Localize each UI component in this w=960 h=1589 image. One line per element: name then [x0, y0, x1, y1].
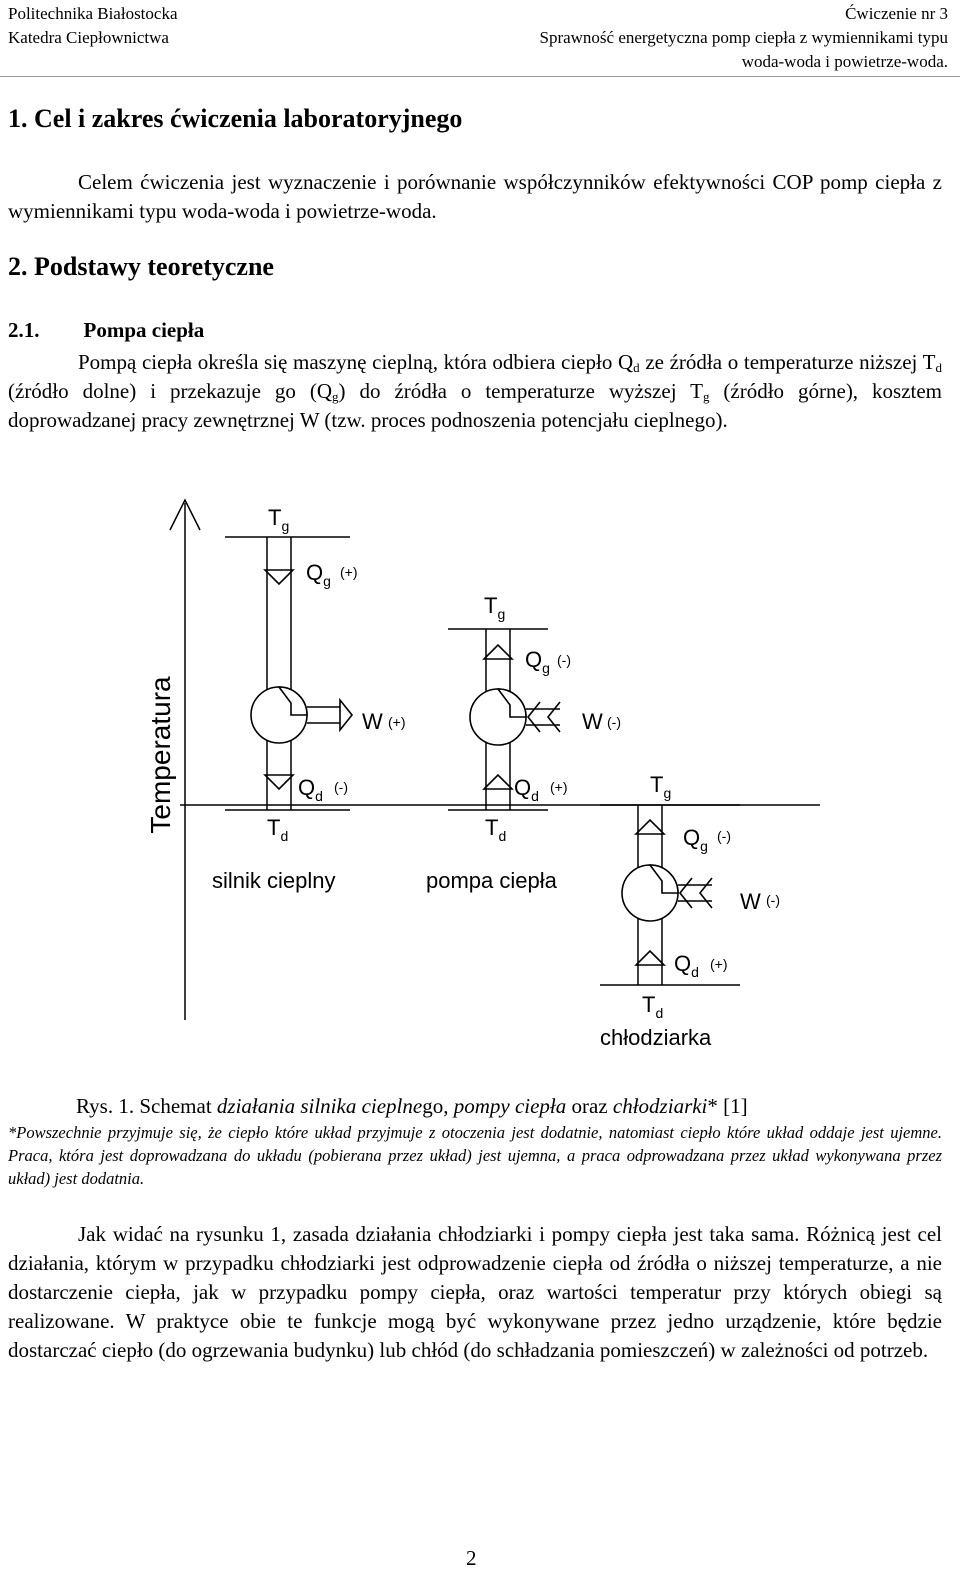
section2-heading: 2. Podstawy teoretyczne [8, 252, 274, 281]
engine-unit [212, 505, 406, 893]
engine-Qd-sign: (-) [334, 779, 348, 795]
fridge-Qg-sign: (-) [717, 828, 731, 844]
exercise-number: Ćwiczenie nr 3 [845, 4, 948, 23]
fridge-Qd-sign: (+) [710, 956, 728, 972]
section1-heading: 1. Cel i zakres ćwiczenia laboratoryjnego [8, 104, 463, 133]
engine-Qg-sign: (+) [340, 564, 358, 580]
pump-Qg-sign: (-) [557, 652, 571, 668]
heat-pump-unit [426, 593, 621, 893]
figure-footnote: *Powszechnie przyjmuje się, że ciepło które układ przyjmuje z otoczenia jest dodatnie, natomiast ciepło które układ oddaje jest ujemne. Praca, która jest doprowadzana do układu (pobierana przez układ) jest ujemna, a praca odprowadzana przez układ wykonywana przez układ) jest dodatnia. [8, 1123, 942, 1188]
engine-Qd-label: $Q_d$ [298, 775, 323, 804]
engine-Qg-label: $Q_g$ [306, 560, 331, 589]
engine-W-sign: (+) [388, 714, 406, 730]
university-name: Politechnika Białostocka [8, 4, 178, 23]
header-rule [0, 76, 960, 77]
pump-W-label: W [582, 709, 603, 734]
pump-Td-label: $T_d$ [485, 815, 507, 844]
header-left [8, 2, 178, 50]
fridge-Tg-label: $T_g$ [650, 772, 672, 801]
subsection-heading [8, 318, 204, 343]
axis-label: Temperatura [145, 676, 176, 834]
subsection-number: 2.1. [8, 318, 40, 342]
page-number: 2 [466, 1546, 477, 1570]
exercise-title-line1: Sprawność energetyczna pomp ciepła z wymiennikami typu [539, 28, 948, 47]
engine-Td-label: $T_d$ [267, 815, 289, 844]
pump-caption: pompa ciepła [426, 868, 557, 893]
pump-Tg-label: $T_g$ [484, 593, 506, 622]
pump-W-sign: (-) [607, 714, 621, 730]
comparison-paragraph: Jak widać na rysunku 1, zasada działania chłodziarki i pompy ciepła jest taka sama. Różnicą jest cel działania, którym w przypadku chłodziarki jest odprowadzenie ciepła od źródła o niższej temperaturze, a nie dostarczenie ciepła, jak w przypadku pompy ciepła, oraz wartości temperatur przy których obiegi są realizowane. W praktyce obie te funkcje mogą być wykonywane przez jedno urządzenie, które będzie dostarczać ciepło (do ogrzewania budynku) lub chłód (do schładzania pomieszczeń) w zależności od potrzeb. [8, 1222, 942, 1362]
subsection-title: Pompa ciepła [83, 318, 205, 342]
fridge-W-label: W [740, 889, 761, 914]
fridge-W-sign: (-) [766, 892, 780, 908]
fridge-caption: chłodziarka [600, 1025, 712, 1050]
pump-Qd-label: $Q_d$ [514, 775, 539, 804]
section2-paragraph: Pompą ciepła określa się maszynę cieplną, która odbiera ciepło $Q_d$ ze źródła o temperaturze niższej $T_d$ (źródło dolne) i przekazuje go $(Q_g)$ do źródła o temperaturze wyższej $T_g$ (źródło górne), kosztem doprowadzanej pracy zewnętrznej W (tzw. proces podnoszenia potencjału cieplnego). [8, 350, 943, 432]
figure-caption: Rys. 1. Schemat działania silnika cieplnego, pompy ciepła oraz chłodziarki* [1] [76, 1094, 748, 1118]
engine-caption: silnik cieplny [212, 868, 336, 893]
department-name: Katedra Ciepłownictwa [8, 28, 169, 47]
heat-engine-diagram [140, 495, 820, 1075]
exercise-title-line2: woda-woda i powietrze-woda. [741, 52, 948, 71]
fridge-Qd-label: $Q_d$ [674, 951, 699, 980]
section1-text: Celem ćwiczenia jest wyznaczenie i porównanie współczynników efektywności COP pomp ciepła z wymiennikami typu woda-woda i powietrze-woda. [8, 170, 942, 223]
refrigerator-unit [600, 772, 780, 1050]
fridge-Td-label: $T_d$ [642, 992, 664, 1021]
pump-Qg-label: $Q_g$ [525, 647, 550, 676]
fridge-Qg-label: $Q_g$ [683, 825, 708, 854]
header-right [539, 2, 948, 74]
engine-Tg-label: $T_g$ [268, 505, 290, 534]
temperature-axis [145, 500, 820, 1020]
engine-W-label: W [362, 709, 383, 734]
pump-Qd-sign: (+) [550, 779, 568, 795]
